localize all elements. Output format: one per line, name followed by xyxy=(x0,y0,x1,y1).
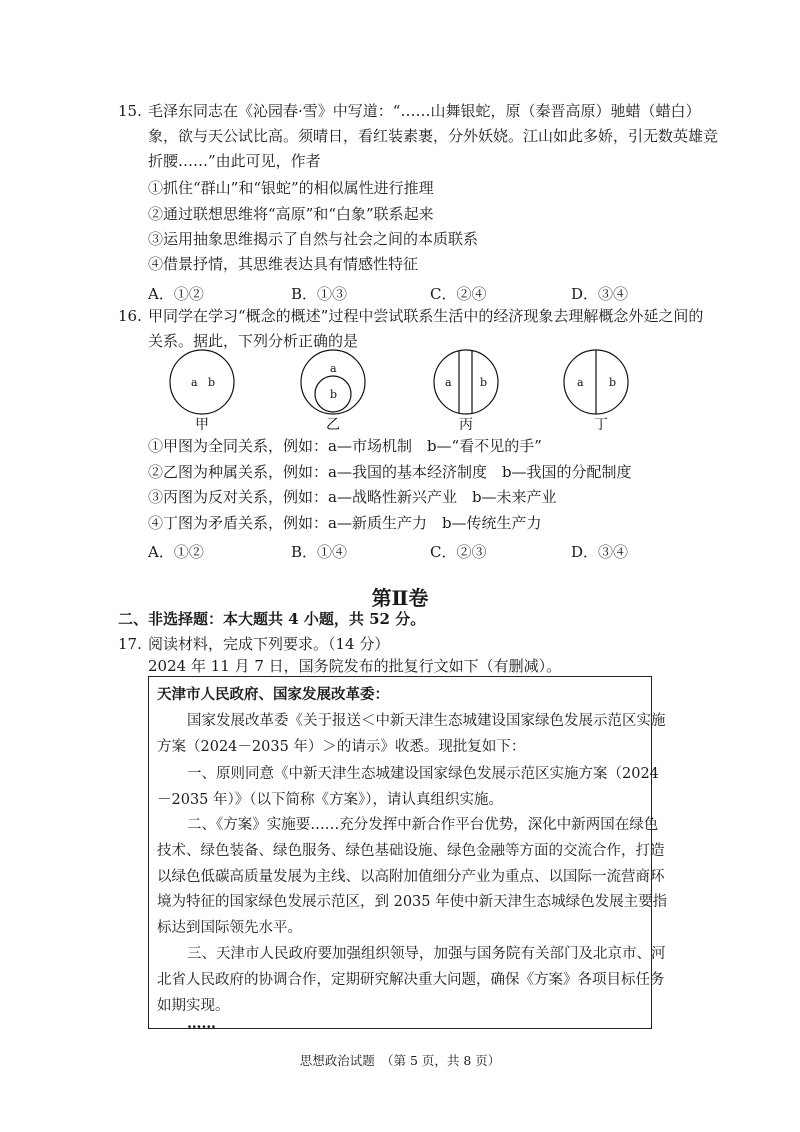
question-stem-line: 折腰……”由此可见，作者 xyxy=(148,152,321,170)
material-line: 如期实现。 xyxy=(157,998,230,1014)
diagram-label-a: a xyxy=(445,376,452,389)
answer-options xyxy=(148,541,668,559)
option-d[interactable]: D．③④ xyxy=(571,285,629,303)
material-line: －2035 年）》（以下简称《方案》），请认真组织实施。 xyxy=(157,792,504,808)
statement: ②通过联想思维将“高原”和“白象”联系起来 xyxy=(148,205,434,223)
option-a[interactable]: A．①② xyxy=(148,285,204,303)
diagram-caption: 乙 xyxy=(326,417,340,433)
diagram-caption: 丙 xyxy=(459,417,473,433)
material-addressee: 天津市人民政府、国家发展改革委： xyxy=(157,686,389,703)
option-c[interactable]: C．②④ xyxy=(430,285,487,303)
material-line: 境为特征的国家绿色发展示范区，到 2035 年使中新天津生态城绿色发展主要指 xyxy=(157,894,668,910)
option-a[interactable]: A．①② xyxy=(148,543,204,561)
option-c[interactable]: C．②③ xyxy=(430,543,487,561)
material-line: 三、天津市人民政府要加强组织领导，加强与国务院有关部门及北京市、河 xyxy=(187,946,666,962)
material-line: 一、原则同意《中新天津生态城建设国家绿色发展示范区实施方案（2024 xyxy=(187,766,659,782)
diagram-caption: 丁 xyxy=(594,417,608,433)
diagram-bing xyxy=(434,350,498,433)
diagram-label-a: a xyxy=(330,362,337,375)
material-line: 方案（2024－2035 年）＞的请示》收悉。现批复如下： xyxy=(157,739,526,755)
question-instruction: 阅读材料，完成下列要求。（14 分） xyxy=(148,635,390,653)
question-number: 16. xyxy=(118,307,142,325)
page-footer: 思想政治试题 （第 5 页，共 8 页） xyxy=(299,1053,501,1068)
diagram-label-b: b xyxy=(609,376,617,389)
question-stem-line: 关系。据此，下列分析正确的是 xyxy=(148,332,359,350)
diagram-caption: 甲 xyxy=(195,417,209,433)
statement: ③运用抽象思维揭示了自然与社会之间的本质联系 xyxy=(148,230,479,248)
material-box xyxy=(148,676,668,1032)
diagram-label-a: a xyxy=(577,376,584,389)
question-number: 17. xyxy=(118,635,142,653)
option-d[interactable]: D．③④ xyxy=(571,543,629,561)
section-heading: 二、非选择题：本大题共 4 小题，共 52 分。 xyxy=(118,610,426,628)
statement: ③丙图为反对关系，例如：a—战略性新兴产业 b—未来产业 xyxy=(148,488,557,506)
option-b[interactable]: B．①④ xyxy=(291,543,348,561)
material-line: 以绿色低碳高质量发展为主线、以高附加值细分产业为重点、以国际一流营商环 xyxy=(157,869,665,885)
diagram-ding xyxy=(564,350,628,433)
question-stem-line: 象，欲与天公试比高。须晴日，看红装素裹，分外妖娆。江山如此多娇，引无数英雄竞 xyxy=(148,127,719,145)
question-stem-line: 毛泽东同志在《沁园春·雪》中写道：“……山舞银蛇，原（秦晋高原）驰蜡（蜡白） xyxy=(148,102,701,120)
statement: ②乙图为种属关系，例如：a—我国的基本经济制度 b—我国的分配制度 xyxy=(148,463,632,481)
concept-diagrams xyxy=(150,348,670,436)
question-stem-line: 甲同学在学习“概念的概述”过程中尝试联系生活中的经济现象去理解概念外延之间的 xyxy=(148,307,704,325)
diagram-label-b: b xyxy=(480,376,488,389)
statement: ④借景抒情，其思维表达具有情感性特征 xyxy=(148,255,419,273)
diagram-label-a: a xyxy=(191,376,198,389)
answer-options xyxy=(148,283,668,301)
section-title: 第Ⅱ卷 xyxy=(371,586,429,610)
material-intro: 2024 年 11 月 7 日，国务院发布的批复行文如下（有删减）。 xyxy=(148,657,562,675)
statement: ④丁图为矛盾关系，例如：a—新质生产力 b—传统生产力 xyxy=(148,514,542,532)
option-b[interactable]: B．①③ xyxy=(291,285,348,303)
statement: ①抓住“群山”和“银蛇”的相似属性进行推理 xyxy=(148,179,434,197)
material-line: 标达到国际领先水平。 xyxy=(157,920,302,936)
material-line: 二、《方案》实施要……充分发挥中新合作平台优势，深化中新两国在绿色 xyxy=(187,817,659,833)
material-line: 北省人民政府的协调合作，定期研究解决重大问题，确保《方案》各项目标任务 xyxy=(157,972,665,988)
material-ellipsis: …… xyxy=(187,1015,216,1032)
diagram-yi xyxy=(301,350,365,433)
diagram-label-b: b xyxy=(330,388,338,401)
question-number: 15. xyxy=(118,102,142,120)
material-line: 技术、绿色装备、绿色服务、绿色基础设施、绿色金融等方面的交流合作，打造 xyxy=(157,843,665,859)
material-line: 国家发展改革委《关于报送＜中新天津生态城建设国家绿色发展示范区实施 xyxy=(187,713,666,729)
diagram-label-b: b xyxy=(208,376,216,389)
statement: ①甲图为全同关系，例如：a—市场机制 b—“看不见的手” xyxy=(148,437,542,455)
diagram-jia xyxy=(170,350,234,433)
